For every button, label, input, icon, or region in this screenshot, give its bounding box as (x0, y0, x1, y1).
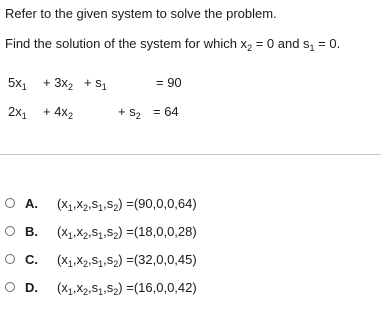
option-value: (16,0,0,42) (133, 279, 197, 295)
eq1-term-x1: $5x_1$ (8, 75, 27, 92)
option-value: (32,0,0,45) (133, 251, 197, 267)
option-value: (90,0,0,64) (133, 195, 197, 211)
question-text: Find the solution of the system for which $x_2 = 0$ and $s_1 = 0$. (5, 36, 341, 53)
radio-button-icon[interactable] (5, 282, 15, 292)
option-tuple: $(x_1,x_2,s_1,s_2)$ = (57, 195, 134, 213)
option-tuple: $(x_1,x_2,s_1,s_2)$ = (57, 251, 134, 269)
eq2-term-x1: $2x_1$ (8, 104, 27, 121)
eq2-term-x2: + $4x_2$ (43, 104, 73, 121)
option-tuple: $(x_1,x_2,s_1,s_2)$ = (57, 223, 134, 241)
option-b[interactable]: B. $(x_1,x_2,s_1,s_2)$ = (18,0,0,28) (5, 222, 197, 240)
eq1-term-x2: + $3x_2$ (43, 75, 73, 92)
option-value: (18,0,0,28) (133, 223, 197, 239)
eq2-rhs: = 64 (153, 104, 179, 119)
section-divider (0, 154, 381, 155)
option-c[interactable]: C. $(x_1,x_2,s_1,s_2)$ = (32,0,0,45) (5, 250, 197, 268)
eq2-term-s2: + $s_2$ (118, 104, 141, 121)
radio-button-icon[interactable] (5, 198, 15, 208)
instruction-text: Refer to the given system to solve the problem. (5, 6, 277, 21)
option-a[interactable]: A. $(x_1,x_2,s_1,s_2)$ = (90,0,0,64) (5, 194, 197, 212)
radio-button-icon[interactable] (5, 226, 15, 236)
option-d[interactable]: D. $(x_1,x_2,s_1,s_2)$ = (16,0,0,42) (5, 278, 197, 296)
radio-button-icon[interactable] (5, 254, 15, 264)
eq1-term-s1: + $s_1$ (84, 75, 107, 92)
option-tuple: $(x_1,x_2,s_1,s_2)$ = (57, 279, 134, 297)
eq1-rhs: = 90 (156, 75, 182, 90)
